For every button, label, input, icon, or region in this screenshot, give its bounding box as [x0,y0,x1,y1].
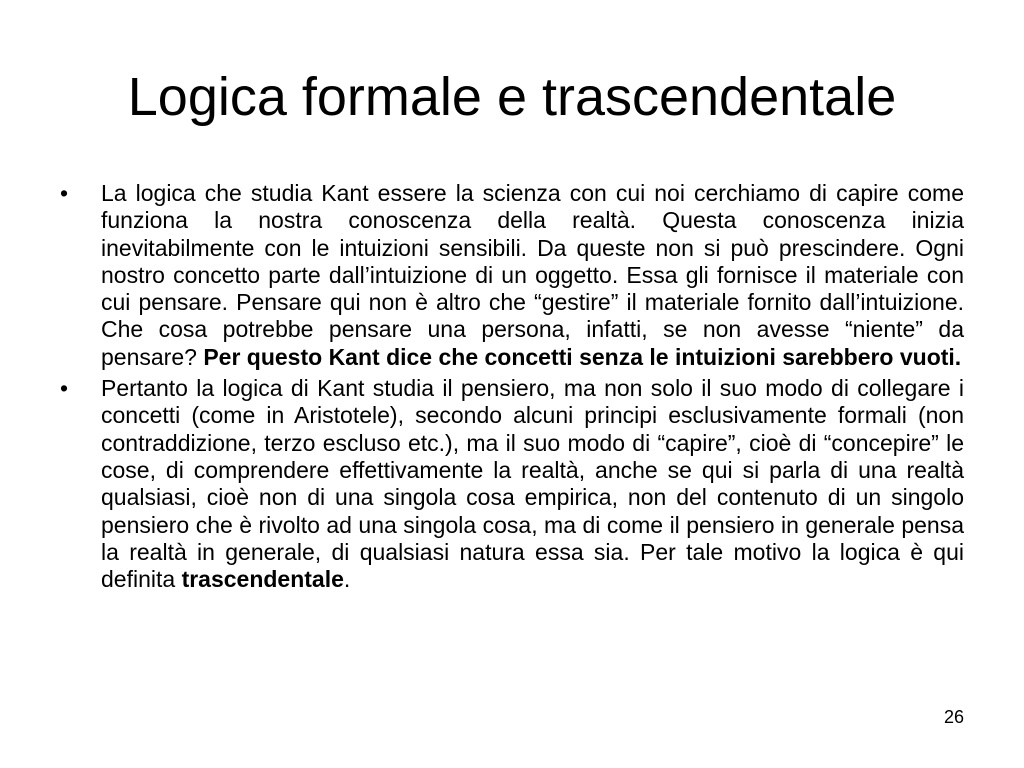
bullet-1-text: La logica che studia Kant essere la scienza con cui noi cerchiamo di capire come funziona la nostra conoscenza della realtà. Questa conoscenza inizia inevitabilmente con le intuizioni sensibili. Da queste non si può prescindere. Ogni nostro concetto parte dall’intuizione di un oggetto. Essa gli fornisce il materiale con cui pensare. Pensare qui non è altro che “gestire” il materiale fornito dall’intuizione. Che cosa potrebbe pensare una persona, infatti, se non avesse “niente” da pensare? [101,180,964,370]
bullet-list [60,180,964,597]
bullet-marker: • [60,180,69,206]
bullet-2-bold-text: trascendentale [181,566,344,593]
bullet-1-bold-text: Per questo Kant dice che concetti senza le intuizioni sarebbero vuoti. [203,343,962,370]
bullet-2-tail: . [343,566,351,593]
slide-title: Logica formale e trascendentale [127,67,897,127]
bullet-marker: • [60,375,69,402]
bullet-item-1 [60,180,964,371]
page-number: 26 [943,707,964,727]
bullet-2-text: Pertanto la logica di Kant studia il pensiero, ma non solo il suo modo di collegare i concetti (come in Aristotele), secondo alcuni principi esclusivamente formali (non contraddizione, terzo escluso etc.), ma il suo modo di “capire”, cioè di “concepire” le cose, di comprendere effettivamente la realtà, anche se qui si parla di una realtà qualsiasi, cioè non di una singola cosa empirica, non del contenuto di un singolo pensiero che è rivolto ad una singola cosa, ma di come il pensiero in generale pensa la realtà in generale, di qualsiasi natura essa sia. Per tale motivo la logica è qui definita [101,375,964,593]
bullet-item-2 [60,375,964,593]
